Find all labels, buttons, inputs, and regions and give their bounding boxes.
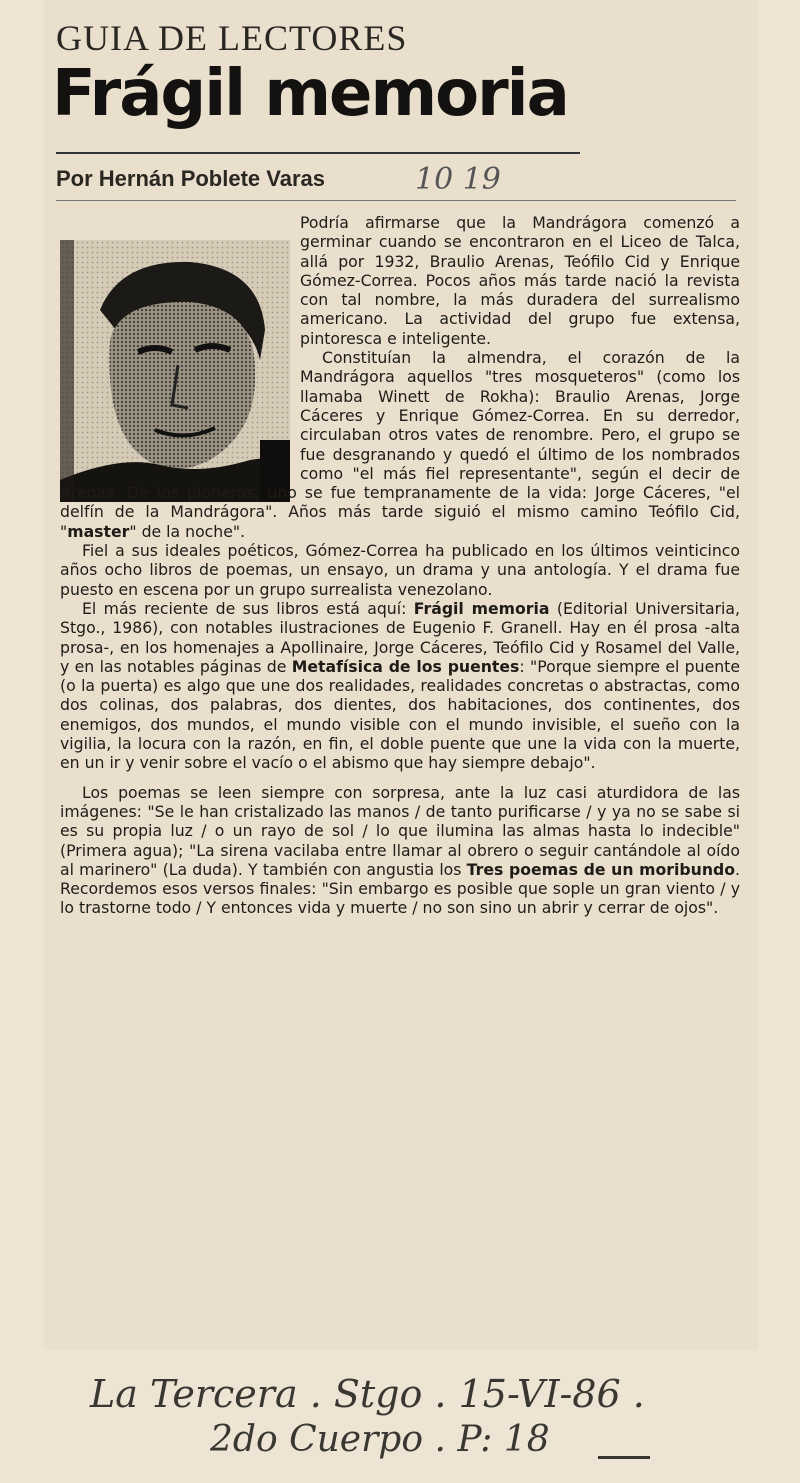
article-body <box>60 213 740 918</box>
section-kicker: GUIA DE LECTORES <box>56 18 408 58</box>
article-byline: Por Hernán Poblete Varas <box>56 166 325 191</box>
paragraph-2: Constituían la almendra, el corazón de la Mandrágora aquellos "tres mosqueteros" (como los llamaba Winett de Rokha): Braulio Arenas, Jorge Cáceres y Enrique Gómez-Correa. En su derredor, circulaban otros vates de renombre. Pero, el grupo se fue desgranando y quedó el último de los nombrados como "el más fiel representante", según el decir de Arenas. De los pioneros, uno se fue tempranamente de la vida: Jorge Cáceres, "el delfín de la Mandrágora". Años más tarde siguió el mismo camino Teófilo Cid, "master" de la noche". <box>60 348 740 541</box>
margin-handwritten-number: 10 19 <box>415 162 501 197</box>
byline-rule <box>56 200 736 201</box>
paragraph-5: Los poemas se leen siempre con sorpresa, ante la luz casi aturdidora de las imágenes: "Se le han cristalizado las manos / de tanto purificarse / y ya no se sabe si es su propia luz / o un rayo de sol / lo que ilumina las almas hasta lo indecible" (Primera agua); "La sirena vacilaba entre llamar al obrero o seguir cantándole al oído al marinero" (La duda). Y también con angustia los Tres poemas de un moribundo. Recordemos esos versos finales: "Sin embargo es posible que sople un gran viento / y lo trastorne todo / Y entonces vida y muerte / no son sino un abrir y cerrar de ojos". <box>60 782 740 918</box>
paragraph-1: Podría afirmarse que la Mandrágora comenzó a germinar cuando se encontraron en el Liceo de Talca, allá por 1932, Braulio Arenas, Teófilo Cid y Enrique Gómez-Correa. Pocos años más tarde nació la revista con tal nombre, la más duradera del surrealismo americano. La actividad del grupo fue extensa, pintoresca e inteligente. <box>300 213 740 348</box>
handwritten-page-note: 2do Cuerpo . P: 18 <box>210 1419 550 1460</box>
paragraph-4: El más reciente de sus libros está aquí: Frágil memoria (Editorial Universitaria, Stgo., 1986), con notables ilustraciones de Eugenio F. Granell. Hay en él prosa -alta prosa-, en los homenajes a Apollinaire, Jorge Cáceres, Teófilo Cid y Rosamel del Valle, y en las notables páginas de Metafísica de los puentes: "Porque siempre el puente (o la puerta) es algo que une dos realidades, realidades concretas o abstractas, como dos colinas, dos palabras, dos dientes, dos habitaciones, dos continentes, dos enemigos, dos mundos, el mundo visible con el mundo invisible, el sueño con la vigilia, la locura con la razón, en fin, el doble puente que une la vida con la muerte, en un ir y venir sobre el vacío o el abismo que hay siempre debajo". <box>60 598 741 773</box>
bold-term: Metafísica de los puentes <box>291 656 520 676</box>
bold-term: Frágil memoria <box>413 598 550 618</box>
article-title: Frágil memoria <box>52 57 568 131</box>
title-rule <box>56 152 580 154</box>
bold-term: master <box>67 521 130 541</box>
paragraph-3: Fiel a sus ideales poéticos, Gómez-Correa ha publicado en los últimos veinticinco años ocho libros de poemas, un ensayo, un drama y una antología. Y el drama fue puesto en escena por un grupo surrealista venezolano. <box>60 541 740 599</box>
handwritten-source-note: La Tercera . Stgo . 15-VI-86 . <box>90 1372 645 1416</box>
bold-term: Tres poemas de un moribundo <box>466 859 735 879</box>
handwritten-underline <box>598 1456 650 1459</box>
